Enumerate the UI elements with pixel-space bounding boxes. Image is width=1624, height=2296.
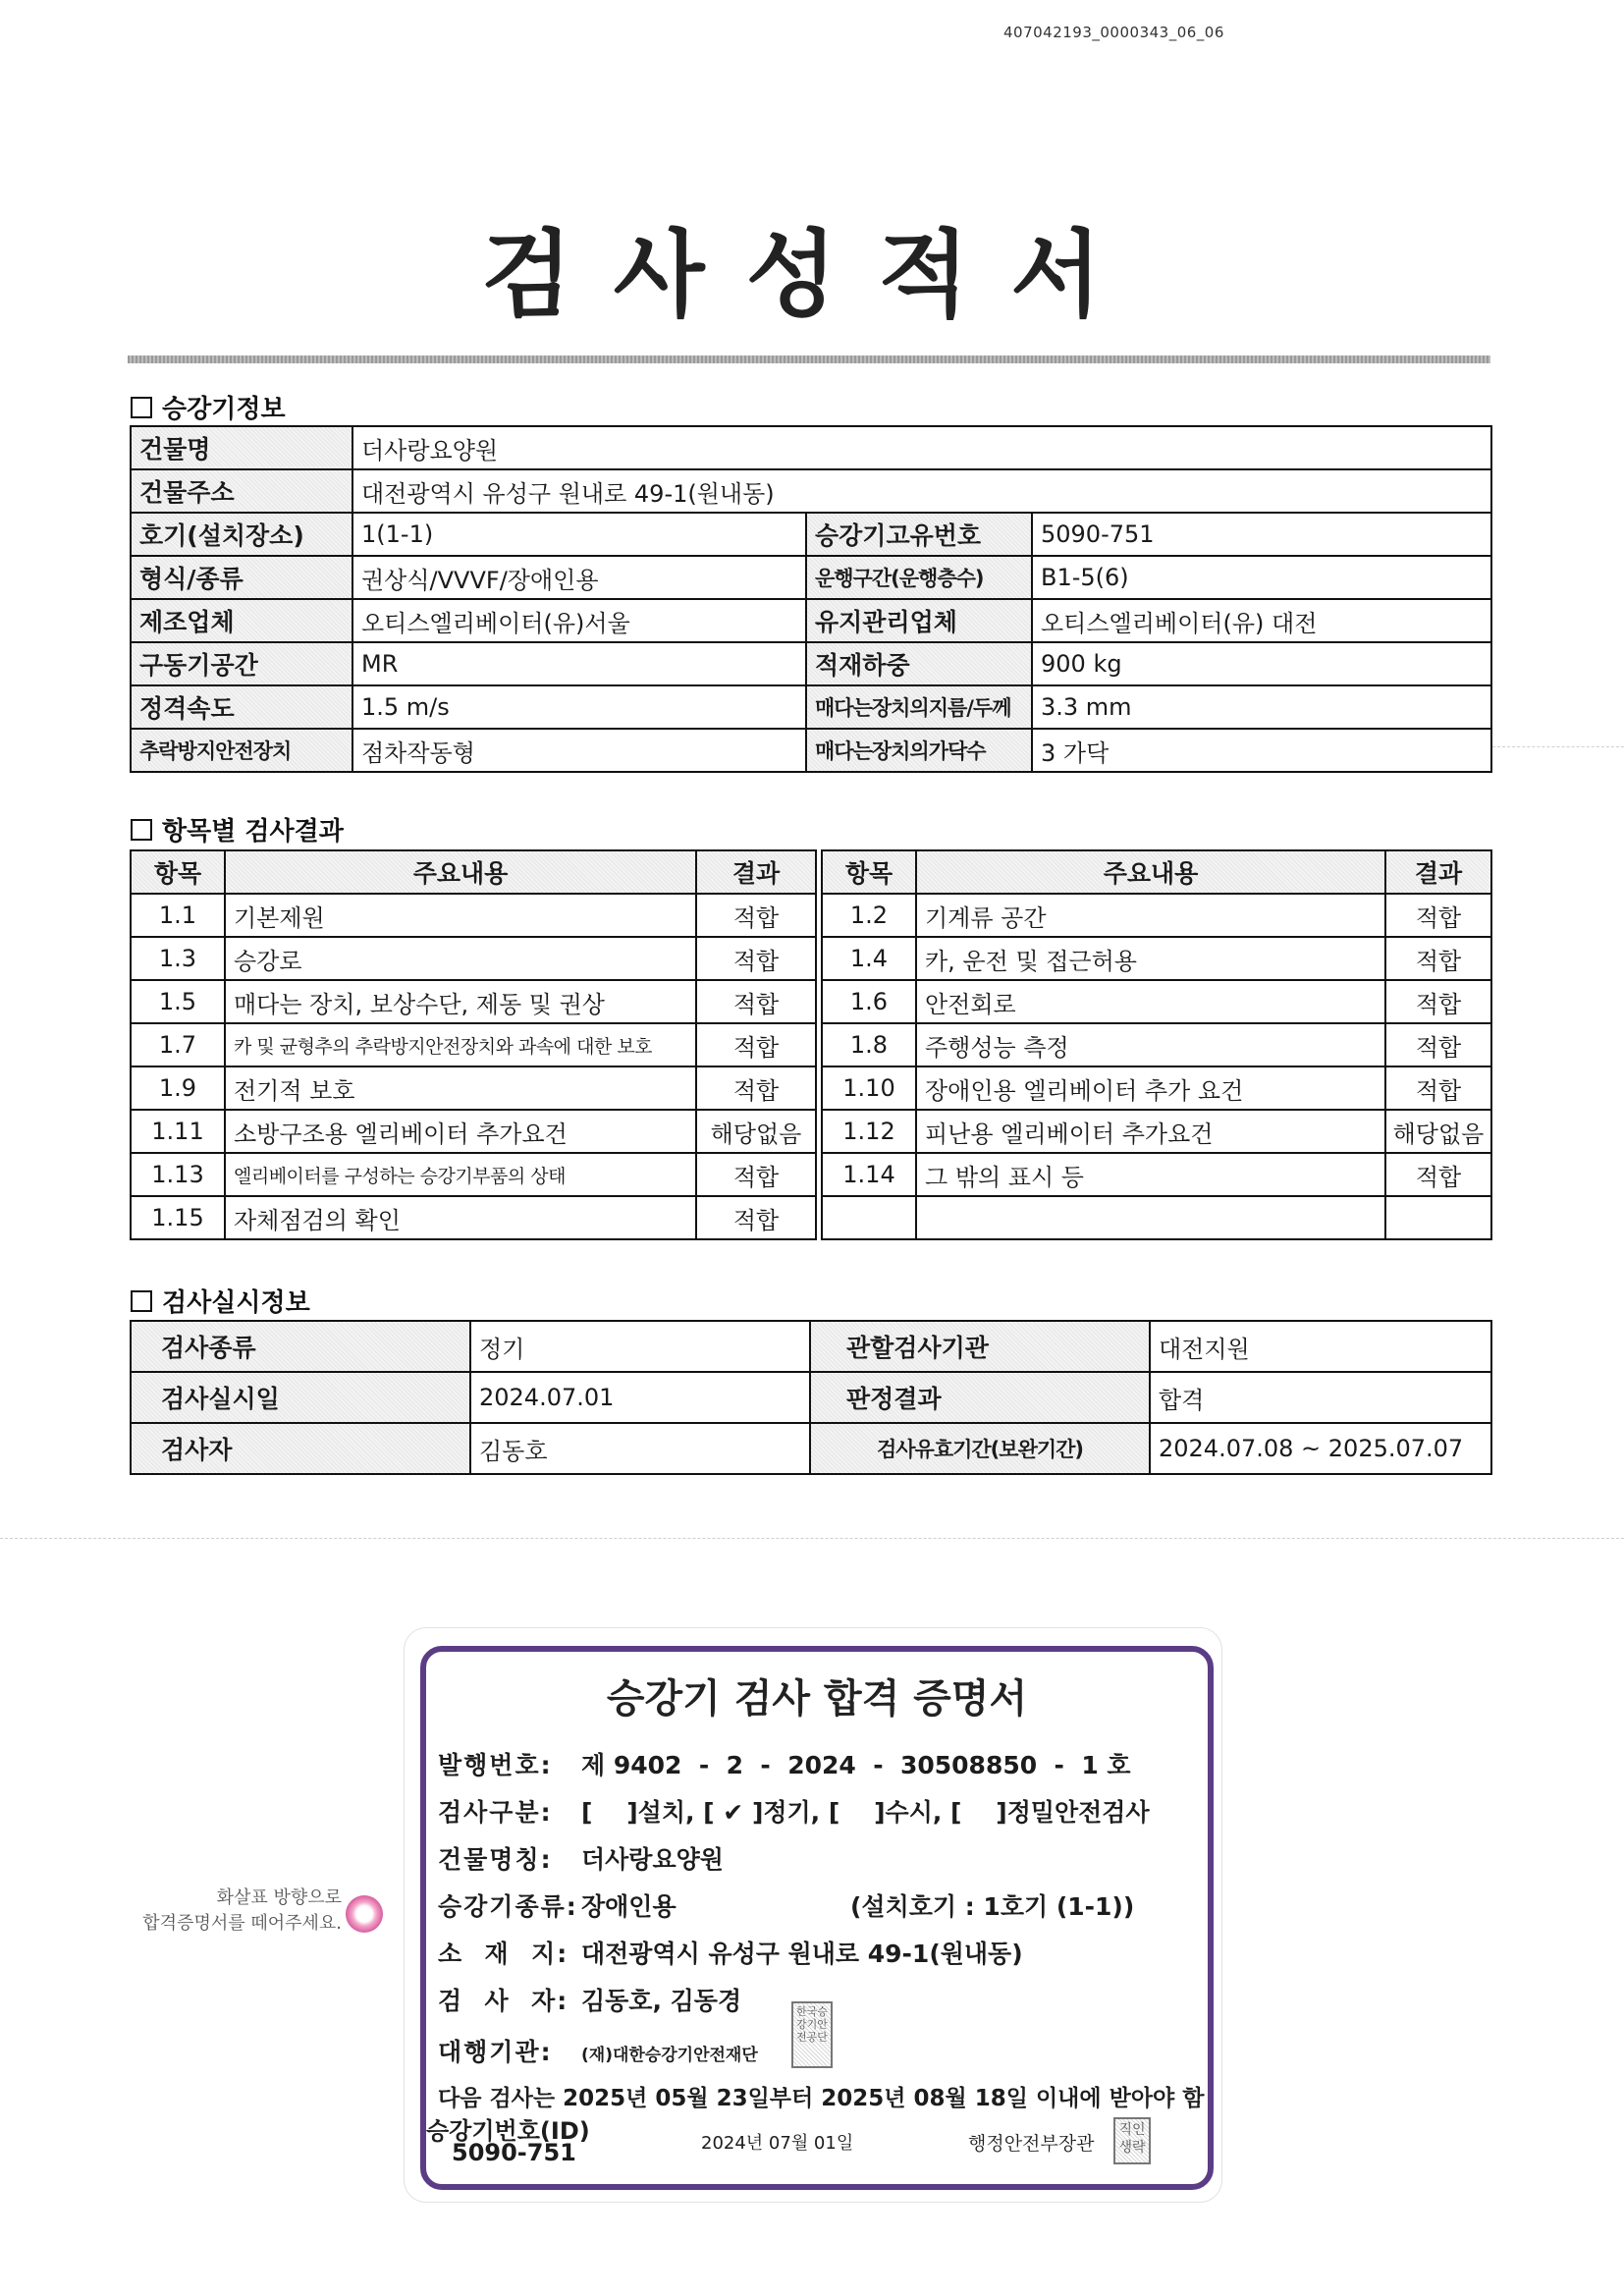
- document-id: 407042193_0000343_06_06: [1003, 24, 1224, 41]
- item-result: 적합: [1385, 894, 1491, 937]
- item-content: 승강로: [225, 937, 696, 980]
- item-content: 그 밖의 표시 등: [916, 1153, 1385, 1196]
- title-divider: [128, 355, 1490, 363]
- tear-instruction: 화살표 방향으로 합격증명서를 떼어주세요.: [142, 1887, 342, 1934]
- table-row: [131, 469, 1491, 513]
- item-no: 1.3: [131, 937, 225, 980]
- label-inspection-type: 검사종류: [131, 1321, 470, 1372]
- item-no: 1.12: [822, 1110, 916, 1153]
- value-manufacturer: 오티스엘리베이터(유)서울: [352, 599, 806, 642]
- label-rated-speed: 정격속도: [131, 685, 352, 729]
- table-row: [131, 1372, 1491, 1423]
- item-result: 적합: [1385, 1023, 1491, 1066]
- item-result: 해당없음: [696, 1110, 816, 1153]
- tear-tab-icon[interactable]: [346, 1895, 383, 1933]
- header-item: 항목: [131, 850, 225, 894]
- value-building-name: 더사랑요양원: [352, 426, 1491, 469]
- value-unit: 1(1-1): [352, 513, 806, 556]
- issuer: 행정안전부장관: [968, 2133, 1095, 2155]
- location-row: 소 재 지: 대전광역시 유성구 원내로 49-1(원내동): [438, 1940, 1023, 1968]
- item-content: 피난용 엘리베이터 추가요건: [916, 1110, 1385, 1153]
- table-row: [131, 1066, 1491, 1110]
- table-row: [131, 894, 1491, 937]
- label-suspension-count: 매다는장치의가닥수: [806, 729, 1032, 772]
- table-row: [131, 426, 1491, 469]
- item-content: [916, 1196, 1385, 1239]
- label-safety-gear: 추락방지안전장치: [131, 729, 352, 772]
- value-inspection-type: 정기: [470, 1321, 810, 1372]
- item-result: [1385, 1196, 1491, 1239]
- table-row: [131, 1423, 1491, 1474]
- table-row: [131, 599, 1491, 642]
- item-result: 적합: [1385, 937, 1491, 980]
- section-heading-elevator-info: 승강기정보: [131, 389, 286, 425]
- value-rated-load: 900 kg: [1032, 642, 1491, 685]
- item-no: 1.14: [822, 1153, 916, 1196]
- table-row: [131, 1153, 1491, 1196]
- item-no: 1.11: [131, 1110, 225, 1153]
- value-validity-period: 2024.07.08 ~ 2025.07.07: [1150, 1423, 1491, 1474]
- table-row: [131, 729, 1491, 772]
- value-building-address: 대전광역시 유성구 원내로 49-1(원내동): [352, 469, 1491, 513]
- agency-row: 대행기관: (재)대한승강기안전재단: [438, 2038, 758, 2066]
- item-no: 1.9: [131, 1066, 225, 1110]
- item-content: 엘리베이터를 구성하는 승강기부품의 상태: [225, 1153, 696, 1196]
- label-building-address: 건물주소: [131, 469, 352, 513]
- item-no: 1.7: [131, 1023, 225, 1066]
- tear-line: [0, 1538, 1624, 1539]
- header-item: 항목: [822, 850, 916, 894]
- value-operating-range: B1-5(6): [1032, 556, 1491, 599]
- table-row: [131, 642, 1491, 685]
- value-elevator-no: 5090-751: [1032, 513, 1491, 556]
- item-result: 적합: [1385, 1066, 1491, 1110]
- item-no: 1.10: [822, 1066, 916, 1110]
- item-content: 소방구조용 엘리베이터 추가요건: [225, 1110, 696, 1153]
- item-result: 적합: [696, 1023, 816, 1066]
- label-rated-load: 적재하중: [806, 642, 1032, 685]
- section-heading-results: 항목별 검사결과: [131, 811, 344, 847]
- elevator-info-table: [130, 425, 1492, 773]
- value-machine-space: MR: [352, 642, 806, 685]
- elevator-id-value: 5090-751: [452, 2139, 576, 2166]
- item-result: 적합: [696, 980, 816, 1023]
- item-content: 장애인용 엘리베이터 추가 요건: [916, 1066, 1385, 1110]
- item-no: 1.4: [822, 937, 916, 980]
- table-row: [131, 937, 1491, 980]
- item-content: 카, 운전 및 접근허용: [916, 937, 1385, 980]
- agency-seal-icon: 한국승강기안전공단: [791, 2001, 833, 2068]
- inspection-table: [130, 1320, 1492, 1475]
- label-operating-range: 운행구간(운행층수): [806, 556, 1032, 599]
- header-result: 결과: [696, 850, 816, 894]
- table-row: [131, 1321, 1491, 1372]
- issue-number-row: 발행번호: 제 9402 - 2 - 2024 - 30508850 - 1 호: [438, 1751, 1131, 1779]
- certificate-frame: [420, 1646, 1214, 2190]
- item-no: 1.2: [822, 894, 916, 937]
- item-content: 주행성능 측정: [916, 1023, 1385, 1066]
- item-content: 기계류 공간: [916, 894, 1385, 937]
- label-validity-period: 검사유효기간(보완기간): [810, 1423, 1150, 1474]
- inspection-type-row: 검사구분: [ ]설치, [ ✔ ]정기, [ ]수시, [ ]정밀안전검사: [438, 1798, 1150, 1827]
- next-inspection-notice: 다음 검사는 2025년 05월 23일부터 2025년 08월 18일 이내에 받아야 함: [438, 2086, 1205, 2111]
- results-table: [130, 849, 1492, 1240]
- item-content: 전기적 보호: [225, 1066, 696, 1110]
- value-verdict: 합격: [1150, 1372, 1491, 1423]
- item-result: 적합: [1385, 980, 1491, 1023]
- checkbox-bullet-icon: [131, 397, 152, 418]
- label-inspector: 검사자: [131, 1423, 470, 1474]
- header-result: 결과: [1385, 850, 1491, 894]
- item-result: 적합: [696, 894, 816, 937]
- inspectors-row: 검 사 자: 김동호, 김동경: [438, 1987, 742, 2015]
- item-content: 카 및 균형추의 추락방지안전장치와 과속에 대한 보호: [225, 1023, 696, 1066]
- pass-certificate: [405, 1628, 1221, 2202]
- item-no: [822, 1196, 916, 1239]
- value-maintenance-company: 오티스엘리베이터(유) 대전: [1032, 599, 1491, 642]
- label-inspection-date: 검사실시일: [131, 1372, 470, 1423]
- item-content: 자체점검의 확인: [225, 1196, 696, 1239]
- building-name-row: 건물명칭: 더사랑요양원: [438, 1845, 724, 1874]
- value-inspection-date: 2024.07.01: [470, 1372, 810, 1423]
- section-heading-inspection: 검사실시정보: [131, 1283, 310, 1319]
- table-row: [131, 556, 1491, 599]
- value-rated-speed: 1.5 m/s: [352, 685, 806, 729]
- label-machine-space: 구동기공간: [131, 642, 352, 685]
- item-content: 안전회로: [916, 980, 1385, 1023]
- item-content: 매다는 장치, 보상수단, 제동 및 권상: [225, 980, 696, 1023]
- value-jurisdiction: 대전지원: [1150, 1321, 1491, 1372]
- elevator-kind-row: 승강기종류: 장애인용 (설치호기 : 1호기 (1-1)): [438, 1892, 1135, 1921]
- value-type: 권상식/VVVF/장애인용: [352, 556, 806, 599]
- item-no: 1.15: [131, 1196, 225, 1239]
- table-row: [131, 1110, 1491, 1153]
- value-inspector: 김동호: [470, 1423, 810, 1474]
- label-elevator-no: 승강기고유번호: [806, 513, 1032, 556]
- table-row: [131, 1023, 1491, 1066]
- label-manufacturer: 제조업체: [131, 599, 352, 642]
- checkbox-bullet-icon: [131, 1290, 152, 1312]
- table-header-row: [131, 850, 1491, 894]
- page-title: 검사성적서: [481, 220, 1143, 330]
- table-row: [131, 685, 1491, 729]
- checkbox-bullet-icon: [131, 819, 152, 841]
- item-result: 적합: [696, 1066, 816, 1110]
- item-result: 적합: [696, 1153, 816, 1196]
- value-suspension-count: 3 가닥: [1032, 729, 1491, 772]
- header-content: 주요내용: [225, 850, 696, 894]
- label-verdict: 판정결과: [810, 1372, 1150, 1423]
- item-result: 해당없음: [1385, 1110, 1491, 1153]
- value-safety-gear: 점차작동형: [352, 729, 806, 772]
- item-no: 1.5: [131, 980, 225, 1023]
- label-suspension-diameter: 매다는장치의지름/두께: [806, 685, 1032, 729]
- item-content: 기본제원: [225, 894, 696, 937]
- table-row: [131, 513, 1491, 556]
- label-jurisdiction: 관할검사기관: [810, 1321, 1150, 1372]
- item-no: 1.8: [822, 1023, 916, 1066]
- label-unit: 호기(설치장소): [131, 513, 352, 556]
- item-result: 적합: [696, 937, 816, 980]
- elevator-id-label: 승강기번호(ID): [426, 2117, 590, 2145]
- official-seal-icon: 직인생략: [1113, 2117, 1151, 2164]
- item-no: 1.13: [131, 1153, 225, 1196]
- item-no: 1.6: [822, 980, 916, 1023]
- value-suspension-diameter: 3.3 mm: [1032, 685, 1491, 729]
- certificate-title: 승강기 검사 합격 증명서: [606, 1676, 1028, 1722]
- item-result: 적합: [696, 1196, 816, 1239]
- label-type: 형식/종류: [131, 556, 352, 599]
- item-result: 적합: [1385, 1153, 1491, 1196]
- issue-date: 2024년 07월 01일: [701, 2133, 854, 2154]
- label-building-name: 건물명: [131, 426, 352, 469]
- table-row: [131, 1196, 1491, 1239]
- table-row: [131, 980, 1491, 1023]
- item-no: 1.1: [131, 894, 225, 937]
- header-content: 주요내용: [916, 850, 1385, 894]
- label-maintenance-company: 유지관리업체: [806, 599, 1032, 642]
- fold-line: [1492, 746, 1624, 747]
